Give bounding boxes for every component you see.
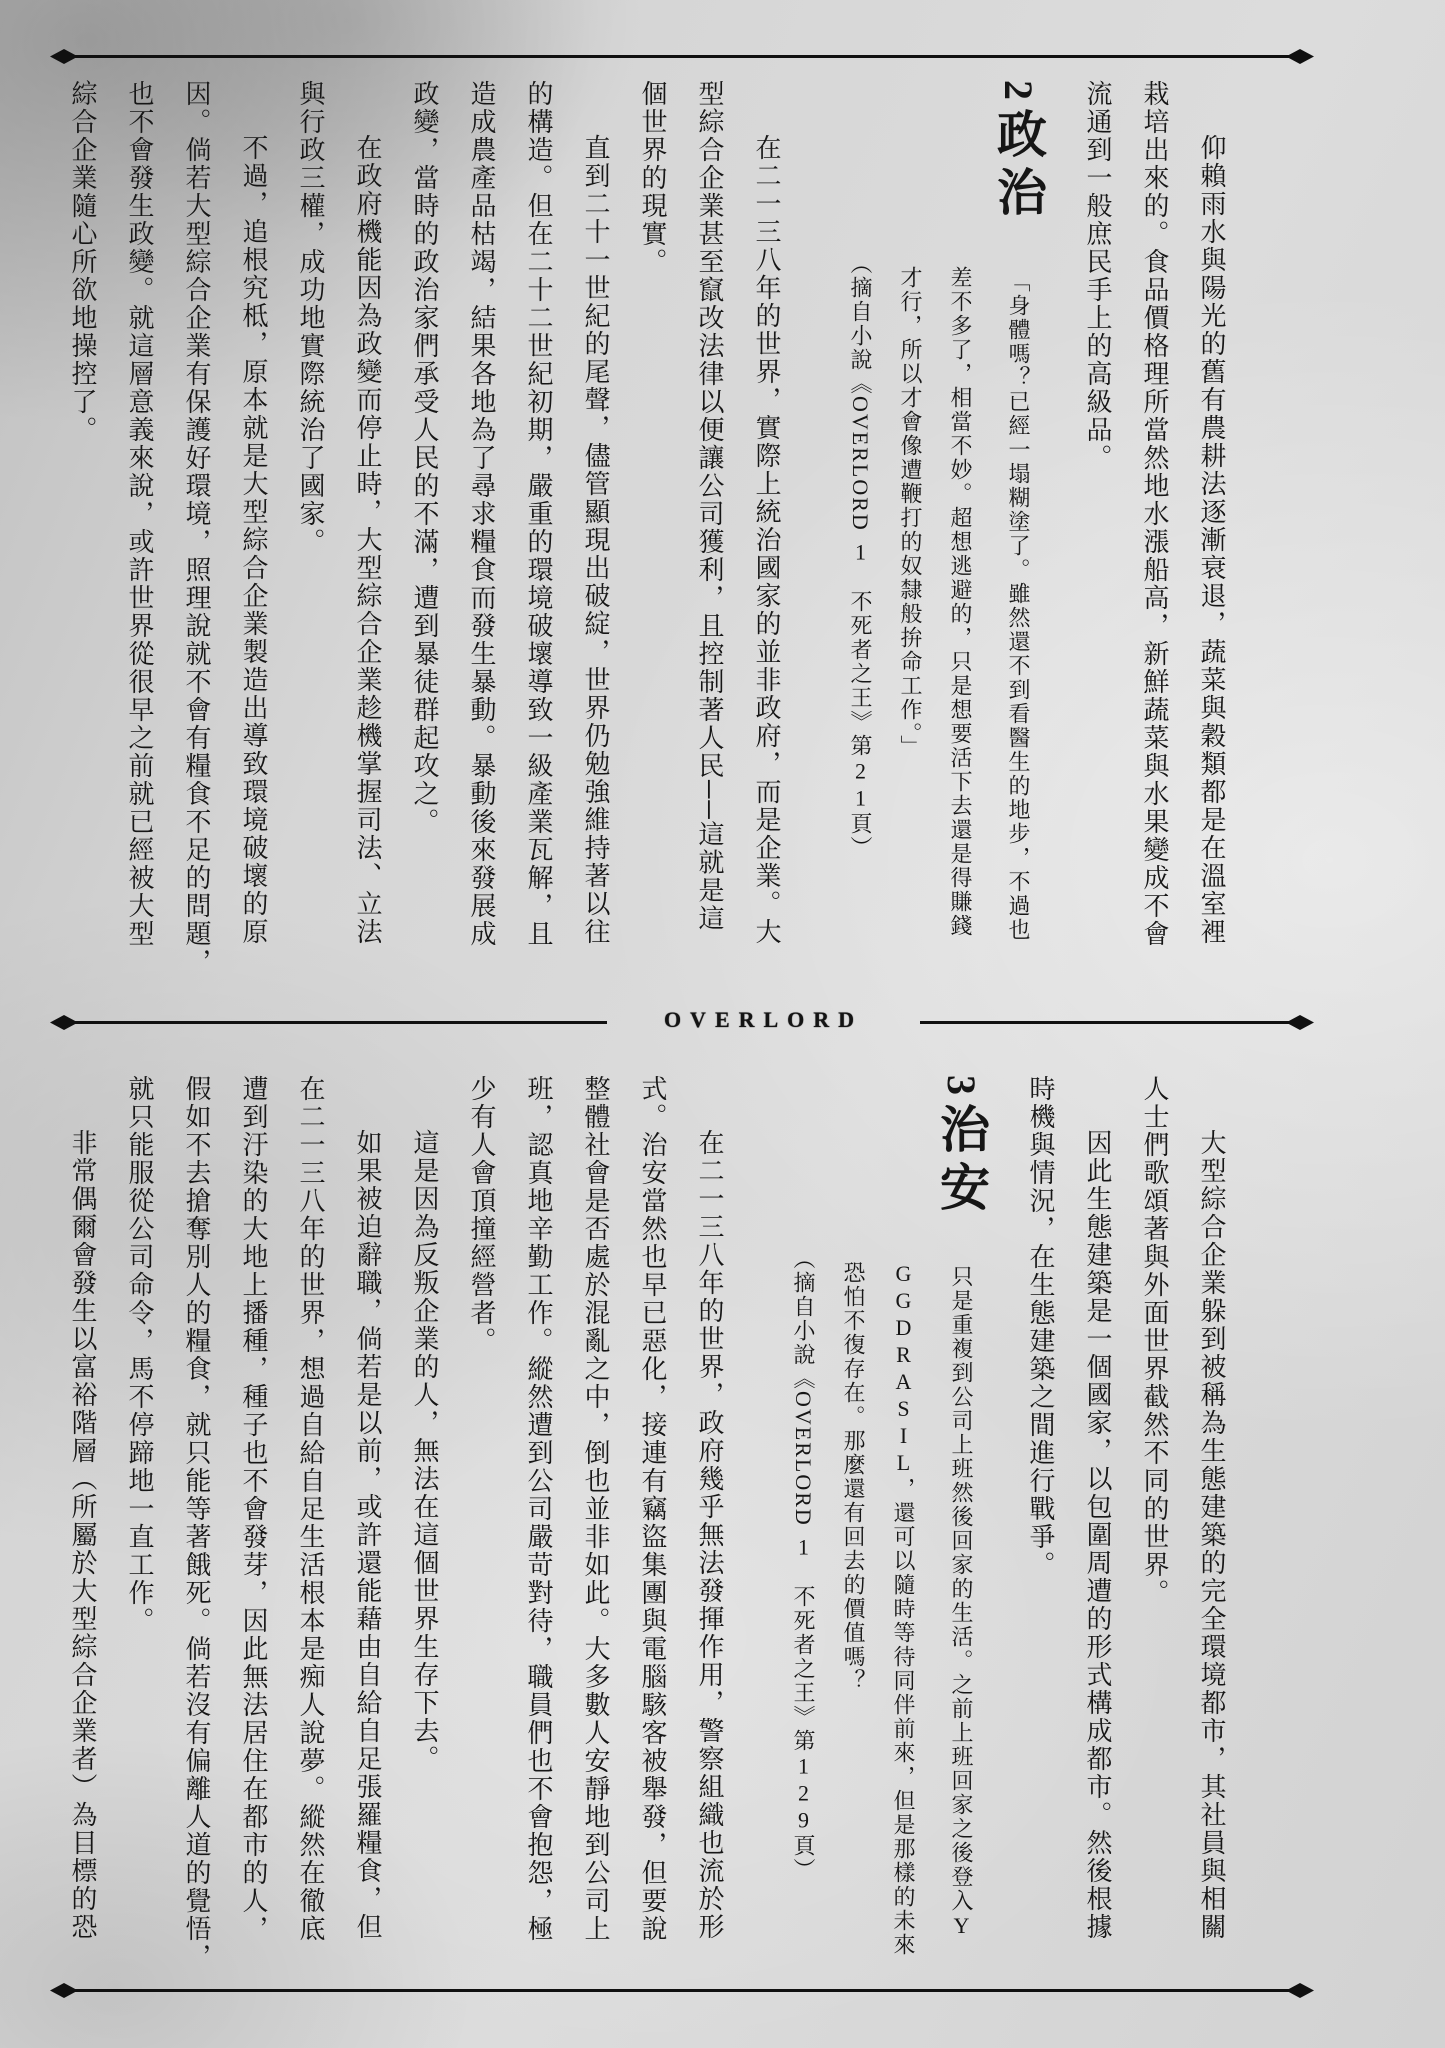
body-text-column: 遭到汙染的大地上播種，種子也不會發芽，因此無法居住在都市的人，: [239, 1075, 268, 1943]
intro-text-column: 栽培出來的。食品價格理所當然地水漲船高，新鮮蔬菜與水果變成不會: [1140, 80, 1169, 948]
diamond-ornament-icon: [1286, 49, 1314, 64]
text-run: （摘自小說《: [791, 1247, 816, 1391]
upright-run: 1: [848, 539, 873, 567]
section-security: [54, 1075, 1240, 1987]
body-text-column: 如果被迫辭職，倘若是以前，或許還能藉由自給自足張羅糧食，但: [353, 1129, 382, 1941]
upright-run: 1: [791, 1534, 816, 1562]
citation-column: [835, 80, 885, 966]
upright-run: GGDRASIL: [891, 1261, 916, 1477]
header-and-quote-column: [928, 1075, 994, 1987]
body-text-column: 少有人會頂撞經營者。: [467, 1075, 496, 1355]
body-text-column: 就只能服從公司命令，馬不停蹄地一直工作。: [125, 1075, 154, 1635]
quote-column: [935, 80, 985, 966]
body-text-column: 這是因為反叛企業的人，無法在這個世界生存下去。: [410, 1129, 439, 1773]
text-run: （摘自小說《: [848, 252, 873, 396]
body-text-column: 因。倘若大型綜合企業有保護好環境，照理說就不會有糧食不足的問題，: [182, 80, 211, 976]
intro-text-column: 流通到一般庶民手上的高級品。: [1083, 80, 1112, 472]
upright-run: Y: [949, 1913, 974, 1940]
body-text-column: 個世界的現實。: [638, 80, 667, 276]
quote-column: [828, 1075, 878, 1987]
overlord-logo: OVERLORD: [663, 1007, 864, 1032]
diamond-ornament-icon: [50, 1015, 78, 1030]
text-run: 才行，所以才會像遭鞭打的奴隸般拚命工作。」: [898, 266, 923, 759]
divider-line: [920, 1021, 1302, 1024]
intro-text-column: 大型綜合企業躲到被稱為生態建築的完全環境都市，其社員與相關: [1197, 1129, 1226, 1941]
body-text-column: 綜合企業隨心所欲地操控了。: [68, 80, 97, 444]
upright-run: 129: [791, 1753, 816, 1835]
top-border-rule: [62, 55, 1302, 58]
intro-text-column: 因此生態建築是一個國家，以包圍周遭的形式構成都市。然後根據: [1083, 1129, 1112, 1941]
body-text-column: 不過，追根究柢，原本就是大型綜合企業製造出導致環境破壞的原: [239, 134, 268, 946]
text-run: 「身體嗎？已經一塌糊塗了。雖然還不到看醫生的地步，不過也: [1006, 270, 1031, 942]
header-and-quote-column: [985, 80, 1051, 966]
intro-text-column: 人士們歌頌著與外面世界截然不同的世界。: [1140, 1075, 1169, 1607]
quote-column: [878, 1075, 928, 1987]
text-run: OVERLORD: [848, 396, 873, 532]
body-text-column: 也不會發生政變。就這層意義來說，或許世界從很早之前就已經被大型: [125, 80, 154, 948]
heading-title: 治安: [933, 1103, 989, 1219]
heading-number: 2: [996, 80, 1041, 100]
text-run: 頁）: [848, 812, 873, 861]
section-divider: [62, 1007, 1302, 1032]
body-text-column: 在二一三八年的世界，想過自給自足生活根本是痴人說夢。縱然在徹底: [296, 1075, 325, 1943]
heading-title: 政治: [990, 108, 1046, 224]
body-text-column: 式。治安當然也早已惡化，接連有竊盜集團與電腦駭客被舉發，但要說: [638, 1075, 667, 1943]
text-run: 只是重複到公司上班然後回家的生活。之前上班回家之後登入: [949, 1265, 974, 1913]
section-heading: [928, 1075, 994, 1219]
text-run: 不死者之王》第: [848, 566, 873, 759]
body-text-column: 班，認真地辛勤工作。縱然遭到公司嚴苛對待，職員們也不會抱怨，極: [524, 1075, 553, 1943]
section-politics: [54, 80, 1240, 976]
intro-text-column: 時機與情況，在生態建築之間進行戰爭。: [1026, 1075, 1055, 1579]
body-text-column: 在二一三八年的世界，實際上統治國家的並非政府，而是企業。大: [752, 134, 781, 946]
intro-text-column: 仰賴雨水與陽光的舊有農耕法逐漸衰退，蔬菜與穀類都是在溫室裡: [1197, 134, 1226, 946]
body-text-column: 與行政三權，成功地實際統治了國家。: [296, 80, 325, 556]
body-text-column: 的構造。但在二十二世紀初期，嚴重的環境破壞導致一級產業瓦解，且: [524, 80, 553, 948]
body-text-column: 假如不去搶奪別人的糧食，就只能等著餓死。倘若沒有偏離人道的覺悟，: [182, 1075, 211, 1971]
body-text-column: 直到二十一世紀的尾聲，儘管顯現出破綻，世界仍勉強維持著以往: [581, 134, 610, 946]
diamond-ornament-icon: [50, 49, 78, 64]
quote-column: [885, 80, 935, 966]
body-text-column: 型綜合企業甚至竄改法律以便讓公司獲利，且控制著人民──這就是這: [695, 80, 724, 933]
body-text-column: 在二一三八年的世界，政府幾乎無法發揮作用，警察組織也流於形: [695, 1129, 724, 1941]
upright-run: 21: [848, 758, 873, 813]
body-text-column: 政變，當時的政治家們承受人民的不滿，遭到暴徒群起攻之。: [410, 80, 439, 836]
body-text-column: 造成農產品枯竭，結果各地為了尋求糧食而發生暴動。暴動後來發展成: [467, 80, 496, 948]
heading-number: 3: [939, 1075, 984, 1095]
bottom-border-rule: [62, 1989, 1302, 1992]
diamond-ornament-icon: [1286, 1015, 1314, 1030]
text-run: OVERLORD: [791, 1391, 816, 1527]
text-run: 差不多了，相當不妙。超想逃避的，只是想要活下去還是得賺錢: [948, 266, 973, 938]
citation-column: [778, 1075, 828, 1987]
text-run: 頁）: [791, 1834, 816, 1883]
text-run: 不死者之王》第: [791, 1561, 816, 1754]
diamond-ornament-icon: [1286, 1983, 1314, 1998]
body-text-column: 整體社會是否處於混亂之中，倒也並非如此。大多數人安靜地到公司上: [581, 1075, 610, 1943]
divider-line: [62, 1021, 607, 1024]
text-run: 恐怕不復存在。那麼還有回去的價值嗎？: [841, 1261, 866, 1693]
body-text-column: 非常偶爾會發生以富裕階層（所屬於大型綜合企業者）為目標的恐: [68, 1129, 97, 1941]
text-run: ，還可以隨時等待同伴前來，但是那樣的未來: [891, 1477, 916, 1957]
body-text-column: 在政府機能因為政變而停止時，大型綜合企業趁機掌握司法、立法: [353, 134, 382, 946]
section-heading: [985, 80, 1051, 224]
